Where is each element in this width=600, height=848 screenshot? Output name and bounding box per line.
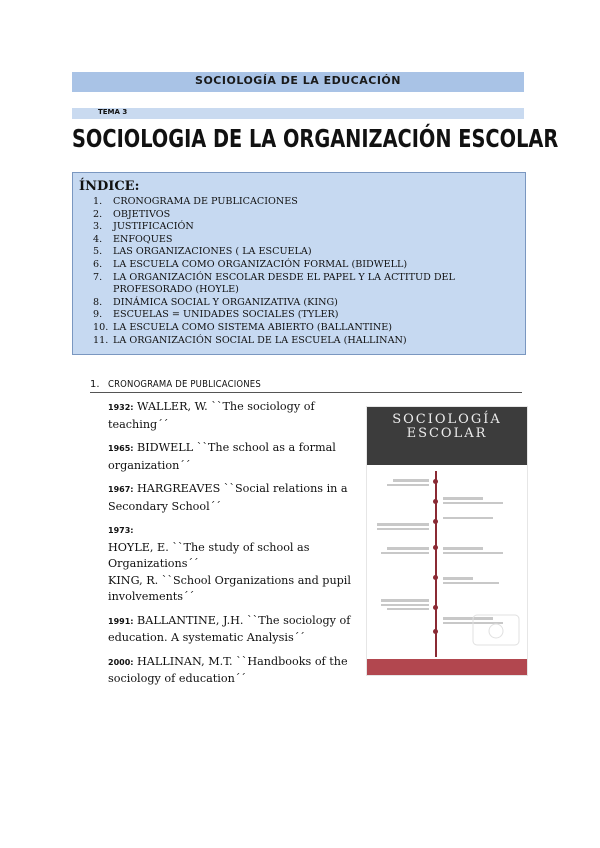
tema-label: TEMA 3 xyxy=(98,108,128,116)
index-item-number: 4. xyxy=(93,233,103,245)
index-item-number: 9. xyxy=(93,309,103,321)
index-item xyxy=(93,322,513,335)
index-item-label: ENFOQUES xyxy=(113,233,173,245)
index-item-label: LA ORGANIZACIÓN SOCIAL DE LA ESCUELA (HALLINAN) xyxy=(113,334,407,346)
index-item-number: 6. xyxy=(93,258,103,270)
timeline-poster-image xyxy=(366,406,528,676)
publication-item xyxy=(108,613,358,647)
publication-text: WALLER, W. ``The sociology of teaching´´ xyxy=(108,400,315,431)
index-item-label: LA ORGANIZACIÓN ESCOLAR DESDE EL PAPEL Y LA ACTITUD DEL PROFESORADO (HOYLE) xyxy=(113,271,455,296)
index-item xyxy=(93,246,513,259)
header-title: SOCIOLOGÍA DE LA EDUCACIÓN xyxy=(195,74,401,87)
section-label: CRONOGRAMA DE PUBLICACIONES xyxy=(108,379,261,390)
timeline-entries-graphic xyxy=(367,467,527,657)
index-item xyxy=(93,196,513,209)
index-title: ÍNDICE: xyxy=(79,179,140,194)
poster-title-line: ESCOLAR xyxy=(406,426,488,441)
publication-text: HALLINAN, M.T. ``Handbooks of the sociology of education´´ xyxy=(108,654,348,685)
index-item xyxy=(93,272,513,297)
index-item-label: DINÁMICA SOCIAL Y ORGANIZATIVA (KING) xyxy=(113,296,338,308)
index-item xyxy=(93,297,513,310)
index-item xyxy=(93,259,513,272)
index-item-label: LAS ORGANIZACIONES ( LA ESCUELA) xyxy=(113,246,312,258)
publication-text: BIDWELL ``The school as a formal organization´´ xyxy=(108,441,336,472)
index-item xyxy=(93,309,513,322)
index-item-number: 3. xyxy=(93,221,103,233)
publication-item xyxy=(108,522,358,540)
publication-text: KING, R. ``School Organizations and pupil involvements´´ xyxy=(108,573,351,603)
publication-list xyxy=(108,399,358,695)
index-item-number: 7. xyxy=(93,271,103,283)
publication-year: 1932: xyxy=(108,403,134,412)
publication-item xyxy=(108,481,358,515)
publication-year: 2000: xyxy=(108,657,134,667)
index-item xyxy=(93,209,513,222)
index-item-number: 2. xyxy=(93,208,103,220)
publication-item xyxy=(108,540,358,573)
index-item-label: JUSTIFICACIÓN xyxy=(113,221,194,233)
publication-year: 1965: xyxy=(108,444,134,453)
poster-footer xyxy=(367,659,527,675)
index-item-label: LA ESCUELA COMO SISTEMA ABIERTO (BALLANTINE) xyxy=(113,321,393,333)
publication-text: HARGREAVES ``Social relations in a Secondary School´´ xyxy=(108,482,348,513)
section-number: 1. xyxy=(90,379,100,390)
index-item-label: OBJETIVOS xyxy=(113,208,171,220)
page-title: SOCIOLOGIA DE LA ORGANIZACIÓN ESCOLAR xyxy=(72,124,559,153)
index-item-number: 8. xyxy=(93,296,103,308)
publication-year: 1973: xyxy=(108,526,134,535)
publication-item xyxy=(108,573,358,606)
index-item-number: 11. xyxy=(93,334,109,346)
publication-item xyxy=(108,654,358,688)
index-item-number: 5. xyxy=(93,246,103,258)
poster-title xyxy=(367,413,527,441)
publication-year: 1991: xyxy=(108,616,134,626)
poster-header xyxy=(367,407,527,465)
section-heading xyxy=(90,379,522,393)
index-box xyxy=(72,172,526,355)
index-item-label: ESCUELAS = UNIDADES SOCIALES (TYLER) xyxy=(113,309,339,321)
tema-bar xyxy=(72,108,524,119)
index-item xyxy=(93,221,513,234)
index-list xyxy=(93,196,513,347)
poster-title-line: SOCIOLOGÍA xyxy=(392,412,502,427)
header-bar xyxy=(72,72,524,92)
publication-year: 1967: xyxy=(108,485,134,494)
index-item-label: LA ESCUELA COMO ORGANIZACIÓN FORMAL (BIDWELL) xyxy=(113,258,408,270)
index-item-number: 10. xyxy=(93,321,109,333)
index-item-label: CRONOGRAMA DE PUBLICACIONES xyxy=(113,196,298,207)
index-item xyxy=(93,234,513,247)
index-item-number: 1. xyxy=(93,196,103,207)
publication-text: HOYLE, E. ``The study of school as Organizations´´ xyxy=(108,540,310,570)
publication-text: BALLANTINE, J.H. ``The sociology of education. A systematic Analysis´´ xyxy=(108,613,351,644)
publication-item xyxy=(108,399,358,433)
index-item xyxy=(93,335,513,348)
publication-item xyxy=(108,440,358,474)
